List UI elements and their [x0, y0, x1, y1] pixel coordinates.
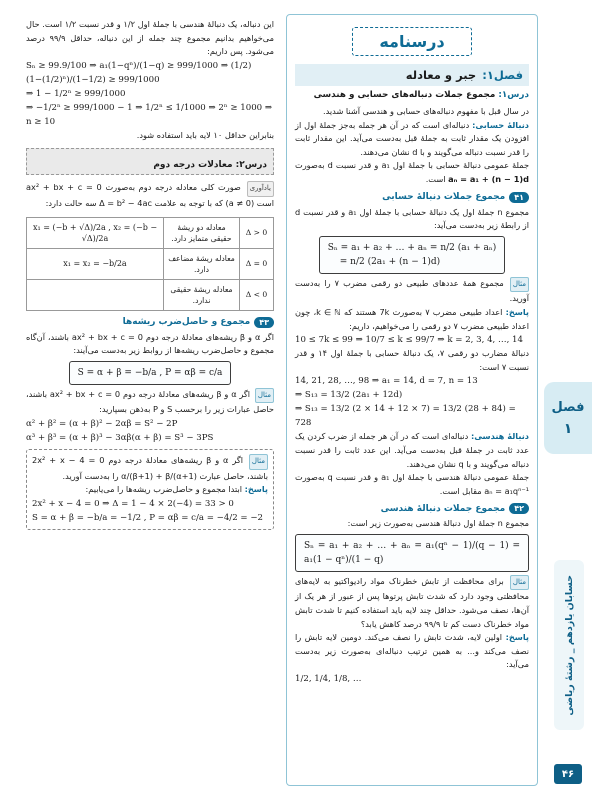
example-1-eq-2: 14, 21, 28, …, 98 ⇒ a₁ = 14, d = 7, n = 13: [295, 376, 478, 387]
left-eq-2: ⇒ 1 − 1/2ⁿ ≥ 999/1000: [26, 88, 126, 99]
arith-sum-formula-box: Sₙ = a₁ + a₂ + … + aₙ = n/2 (a₁ + aₙ) = n/2 (2a₁ + (n − 1)d): [319, 236, 506, 274]
example-5-eq-1: 2x² + x − 4 = 0 ⇒ Δ = 1 − 4 × 2(−4) = 33 > 0: [32, 498, 234, 509]
side-strip: [536, 0, 600, 800]
chapter-name: جبر و معادله: [405, 68, 477, 82]
chapter-tab-number: ۱: [563, 420, 573, 437]
reminder-paragraph: یادآوری صورت کلی معادله درجه دوم به‌صورت ax² + bx + c = 0 است (a ≠ 0) که با توجه به علامت Δ = b² − 4ac سه حالت دارد:: [26, 182, 274, 208]
example-1-answer: پاسخ: اعداد طبیعی مضرب ۷ به‌صورت 7k هستند که k ∈ ℕ، چون اعداد طبیعی مضرب ۷ دو رقمی را می‌خواهیم، داریم:: [295, 306, 529, 331]
conclusion-text: بنابراین حداقل ۱۰ لایه باید استفاده شود.: [136, 129, 274, 140]
reminder-tag: یادآوری: [247, 181, 274, 197]
example-2: مثال برای محافظت از تابش خطرناک مواد رادیواکتیو به لایه‌های محافظتی وجود دارد که شدت تابش پرتوها پس از عبور از هر یک از آن‌ها، نصف می‌شود. حداقل چند لایه باید استفاده کنیم تا شدت تابش مواد خطرناک دست کم تا ۹۹/۹ درصد کاهش یابد؟: [295, 575, 529, 629]
section-42-heading: ۴۲ مجموع جملات دنبالهٔ هندسی: [295, 503, 529, 514]
example-tag: مثال: [510, 277, 529, 293]
example-4-eq-1: α² + β² = (α + β)² − 2αβ = S² − 2P: [26, 418, 178, 429]
chapter-tab-word: فصل: [551, 399, 585, 415]
section-43-text: اگر α و β ریشه‌های معادلهٔ درجه دوم ax² + bx + c = 0 باشند، آن‌گاه مجموع و حاصل‌ضرب ریشه‌ها از روابط زیر به‌دست می‌آیند:: [26, 331, 274, 356]
example-1-eq-4: ⇒ S₁₃ = 13/2 (2 × 14 + 12 × 7) = 13/2 (28 + 84) = 728: [295, 404, 516, 429]
lesson-banner-title: درسنامه: [379, 32, 445, 51]
example-2-answer: پاسخ: اولین لایه، شدت تابش را نصف می‌کند. دومین لایه تابش را نصف می‌کند و... به همین ترتیب دنباله‌ای به‌صورت زیر به‌دست می‌آید:: [295, 632, 529, 670]
example-tag: مثال: [249, 454, 268, 470]
right-column: [286, 14, 538, 786]
example-4: مثال اگر α و β ریشه‌های معادلهٔ درجه دوم ax² + bx + c = 0 باشند، حاصل عبارات زیر را برحسب S و P به‌ذهن بسپارید:: [26, 388, 274, 415]
chapter-header: [295, 64, 529, 86]
geo-general-term: جملهٔ عمومی دنبالهٔ هندسی با جملهٔ اول a₁ و قدر نسبت q به‌صورت aₙ = a₁qⁿ⁻¹ مقابل است.: [295, 472, 529, 496]
example-1-eq-3: ⇒ S₁₃ = 13/2 (2a₁ + 12d): [295, 390, 403, 401]
lesson-2-banner: درس۲: معادلات درجه دوم: [26, 148, 274, 175]
left-eq-3: ⇒ −1/2ⁿ ≥ 999/1000 − 1 ⇒ 1/2ⁿ ≤ 1/1000 ⇒ 2ⁿ ≥ 1000 ⇒ n ≥ 10: [26, 102, 273, 127]
left-eq-1: Sₙ ≥ 99.9/100 ⇒ a₁(1−qⁿ)/(1−q) ≥ 999/1000 ⇒ (1/2)(1−(1/2)ⁿ)/(1−1/2) ≥ 999/1000: [26, 60, 252, 85]
book-title-vertical: حسابان یازدهم _ رشتهٔ ریاضی: [554, 560, 584, 730]
example-2-sequence: 1/2, 1/4, 1/8, …: [295, 674, 362, 685]
section-41-text: مجموع n جملهٔ اول یک دنبالهٔ حسابی با جملهٔ اول a₁ و قدر نسبت d از رابطهٔ زیر به‌دست می‌آید:: [295, 206, 530, 231]
lesson-banner: [295, 27, 529, 56]
example-5-answer: پاسخ: ابتدا مجموع و حاصل‌ضرب ریشه‌ها را می‌یابیم:: [85, 484, 268, 495]
section-43-heading: ۴۳ مجموع و حاصل‌ضرب ریشه‌ها: [26, 317, 274, 328]
geo-definition: دنبالهٔ هندسی: دنباله‌ای است که در آن هر جمله از ضرب کردن یک عدد ثابت در جملهٔ قبل به‌دست می‌آید. این عدد ثابت را قدر نسبت دنباله می‌گویند و با q نشان می‌دهند.: [295, 431, 529, 469]
table-row: Δ > 0 معادله دو ریشهٔ حقیقی متمایز دارد. x₁ = (−b + √Δ)/2a , x₂ = (−b − √Δ)/2a: [27, 217, 274, 248]
section-41-heading: ۴۱ مجموع جملات دنبالهٔ حسابی: [295, 192, 529, 203]
chapter-label: فصل۱:: [482, 68, 523, 82]
example-5-box: [26, 449, 274, 530]
example-5: مثال اگر α و β ریشه‌های معادلهٔ درجه دوم 2x² + x − 4 = 0 باشند، حاصل عبارت α/(β+1) + β/(α+1) را به‌دست آورید.: [32, 454, 268, 481]
geo-sum-formula-box: Sₙ = a₁ + a₂ + … + aₙ = a₁(qⁿ − 1)/(q − 1) = a₁(1 − qⁿ)/(1 − q): [295, 534, 529, 572]
section-42-text: مجموع n جملهٔ اول دنبالهٔ هندسی به‌صورت زیر است:: [347, 518, 529, 529]
table-row: Δ < 0 معادله ریشهٔ حقیقی ندارد.: [27, 279, 274, 310]
sum-product-formula-box: S = α + β = −b/a , P = αβ = c/a: [69, 361, 232, 385]
intro-paragraph: در سال قبل با مفهوم دنباله‌های حسابی و هندسی آشنا شدید.: [322, 106, 529, 116]
example-1-eq-1: 10 ≤ 7k ≤ 99 ⇒ 10/7 ≤ k ≤ 99/7 ⇒ k = 2, 3, 4, …, 14: [295, 335, 523, 346]
discriminant-table: [26, 217, 274, 311]
page-number: ۴۶: [554, 764, 582, 784]
example-tag: مثال: [255, 388, 274, 404]
arith-definition: دنبالهٔ حسابی: دنباله‌ای است که در آن هر جمله به‌جز جملهٔ اول از افزودن یک مقدار ثابت به جملهٔ قبل به‌دست می‌آید. این مقدار ثابت را قدر نسبت دنباله می‌گویند و با d نشان می‌دهند.: [295, 119, 529, 157]
example-5-eq-2: S = α + β = −b/a = −1/2 , P = αβ = c/a = −4/2 = −2: [32, 512, 264, 523]
example-1-mid: دنبالهٔ مضارب دو رقمی ۷، یک دنبالهٔ حسابی با جملهٔ اول ۱۴ و قدر نسبت ۷ است:: [295, 348, 529, 372]
example-tag: مثال: [510, 575, 529, 591]
continuation-text: این دنباله، یک دنبالهٔ هندسی با جملهٔ اول ۱/۲ و قدر نسبت ۱/۲ است. حال می‌خواهیم بدانیم مجموع چند جمله از این دنباله، حداقل ۹۹/۹ درصد می‌شود. پس داریم:: [26, 19, 274, 57]
example-4-eq-2: α³ + β³ = (α + β)³ − 3αβ(α + β) = S³ − 3PS: [26, 432, 214, 443]
chapter-tab: [544, 382, 592, 454]
example-1: مثال مجموع همهٔ عددهای طبیعی دو رقمی مضرب ۷ را به‌دست آورید.: [295, 277, 529, 304]
lesson-1-title: درس۱: مجموع جملات دنباله‌های حسابی و هندسی: [313, 90, 529, 100]
left-column: [22, 14, 278, 786]
table-row: Δ = 0 معادله ریشهٔ مضاعف دارد. x₁ = x₂ = −b/2a: [27, 248, 274, 279]
arith-general-term: جملهٔ عمومی دنبالهٔ حسابی با جملهٔ اول a₁ و قدر نسبت d به‌صورت aₙ = a₁ + (n − 1)d است.: [295, 160, 530, 184]
